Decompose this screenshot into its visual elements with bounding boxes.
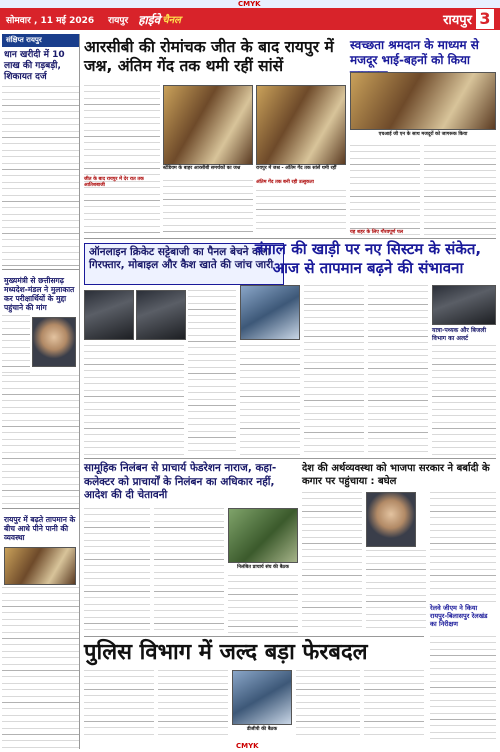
page-header [0,8,500,30]
lead-text-b [163,180,253,235]
left-photo-3 [4,547,76,585]
right-top-headline: स्वच्छता श्रमदान के माध्यम से मजदूर भाई-बहनों को किया [350,38,479,67]
lead-photo-2 [256,85,346,165]
cmyk-mark: CMYK [238,0,261,8]
left-text-2 [2,375,79,505]
left-portrait [32,317,76,367]
right-top-text-a [350,145,420,237]
police-text-b [158,670,228,740]
police-photo [232,670,292,725]
lead-headline: आरसीबी की रोमांचक जीत के बाद रायपुर में जश्न, अंतिम गेंद तक थमी रहीं सांसें [84,38,334,75]
economy-headline: देश की अर्थव्यवस्था को भाजपा सरकार ने बर्बादी के कगार पर पहुंचाया : बघेल [302,463,490,487]
collector-text-c [228,575,298,633]
economy-portrait [366,492,416,547]
right-mid-headline: यात्रा-पथ्यक और बिजली विभाग का अलर्ट [432,327,487,342]
collector-headline: सामूहिक निलंबन से प्राचार्य फेडरेशन नाराज, कहा- कलेक्टर को प्राचार्यों के निलंबन का अधिकार नहीं, आदेश की दी चेतावनी [84,462,277,501]
railway-headline: रेलवे जीएम ने किया रायपुर-बिलासपुर रेलखंड का निरीक्षण [430,604,488,628]
bay-text-a [304,285,364,455]
bay-of-bengal-headline: बंगाल की खाड़ी पर नए सिस्टम के संकेत, आज से तापमान बढ़ने की संभावना [254,240,482,277]
right-mid-text [432,345,496,455]
page-number: 3 [476,9,494,29]
lead-subhead: जीत के बाद रायपुर में देर रात तक आतिशबाजी [84,177,144,188]
collector-text-a [84,508,150,633]
online-cricket-text-b [188,290,236,455]
bay-text-b [368,285,428,455]
collector-photo [228,508,298,563]
lead-photo-caption-2: स्टेडियम के बाहर आरसीबी समर्थकों का जश्न [163,166,241,171]
brand-name: हाईवे [138,12,161,27]
left-headline-2: मुख्यमंत्री से छत्तीसगढ़ मध्यदेश-मंडल ने मुलाकात कर परीक्षार्थियों के मुद्दा पहुंचाने की मांग [4,276,75,312]
right-mid-photo [432,285,496,325]
online-cricket-headline: ऑनलाइन क्रिकेट सट्टेबाजी का पैनल बेचने वाला गिरफ्तार, मोबाइल और कैश खाते की जांच जारी [84,243,284,285]
lead-subhead-2: अंतिम गेंद तक बनी रही उत्सुकता [256,180,314,185]
police-caption: डीजीपी की बैठक [246,727,278,732]
police-text-d [364,670,424,740]
right-top-caption-2: यह शहर के लिए गौरवपूर्ण पल [350,230,404,235]
cmyk-mark-footer: CMYK [236,742,259,750]
city-tag: रायपुर [108,15,129,26]
economy-text-c [430,492,496,602]
police-headline: पुलिस विभाग में जल्द बड़ा फेरबदल [84,640,368,665]
right-top-photo [350,72,496,130]
bay-text-c [240,345,300,455]
bay-photo [240,285,300,340]
left-column [2,34,80,749]
railway-text [430,636,496,740]
left-photo-wrap [2,315,79,375]
divider [84,636,424,637]
issue-date: सोमवार , 11 मई 2026 [6,15,95,26]
lead-text-c [256,190,346,235]
divider [84,458,496,459]
brand-name-b: चैनल [162,15,181,26]
police-text-c [296,670,360,740]
lead-photo-1 [163,85,253,165]
online-cricket-photo-1 [84,290,134,340]
lead-text-a [84,85,160,235]
economy-text-a [302,492,362,632]
online-cricket-photo-2 [136,290,186,340]
left-text-1 [2,86,79,266]
left-text-2a [2,315,30,373]
divider [2,508,79,509]
economy-text-b [366,550,426,632]
collector-caption: निलंबित प्राचार्य संघ की बैठक [237,565,289,570]
police-text-a [84,670,154,740]
left-text-3 [2,587,79,752]
left-headline-1: धान खरीदी में 10 लाख की गड़बड़ी, शिकायत दर्ज [4,50,65,82]
online-cricket-text-a [84,345,184,455]
section-title: रायपुर [443,13,472,28]
right-top-caption: एचआई जी एन के साथ मजदूरों को जागरूक किया [378,132,468,137]
divider [2,269,79,270]
left-headline-3: रायपुर में बढ़ते तापमान के बीच आधे पीने पानी की व्यवस्था [4,515,76,542]
lead-photo-caption-3: रायपुर में जश्न - अंतिम गेंद तक सांसें थमी रहीं [256,166,337,171]
left-section-label: संक्षिप्त रायपुर [2,34,79,47]
collector-text-b [154,508,224,633]
right-top-text-b [424,145,496,237]
divider [84,238,496,239]
